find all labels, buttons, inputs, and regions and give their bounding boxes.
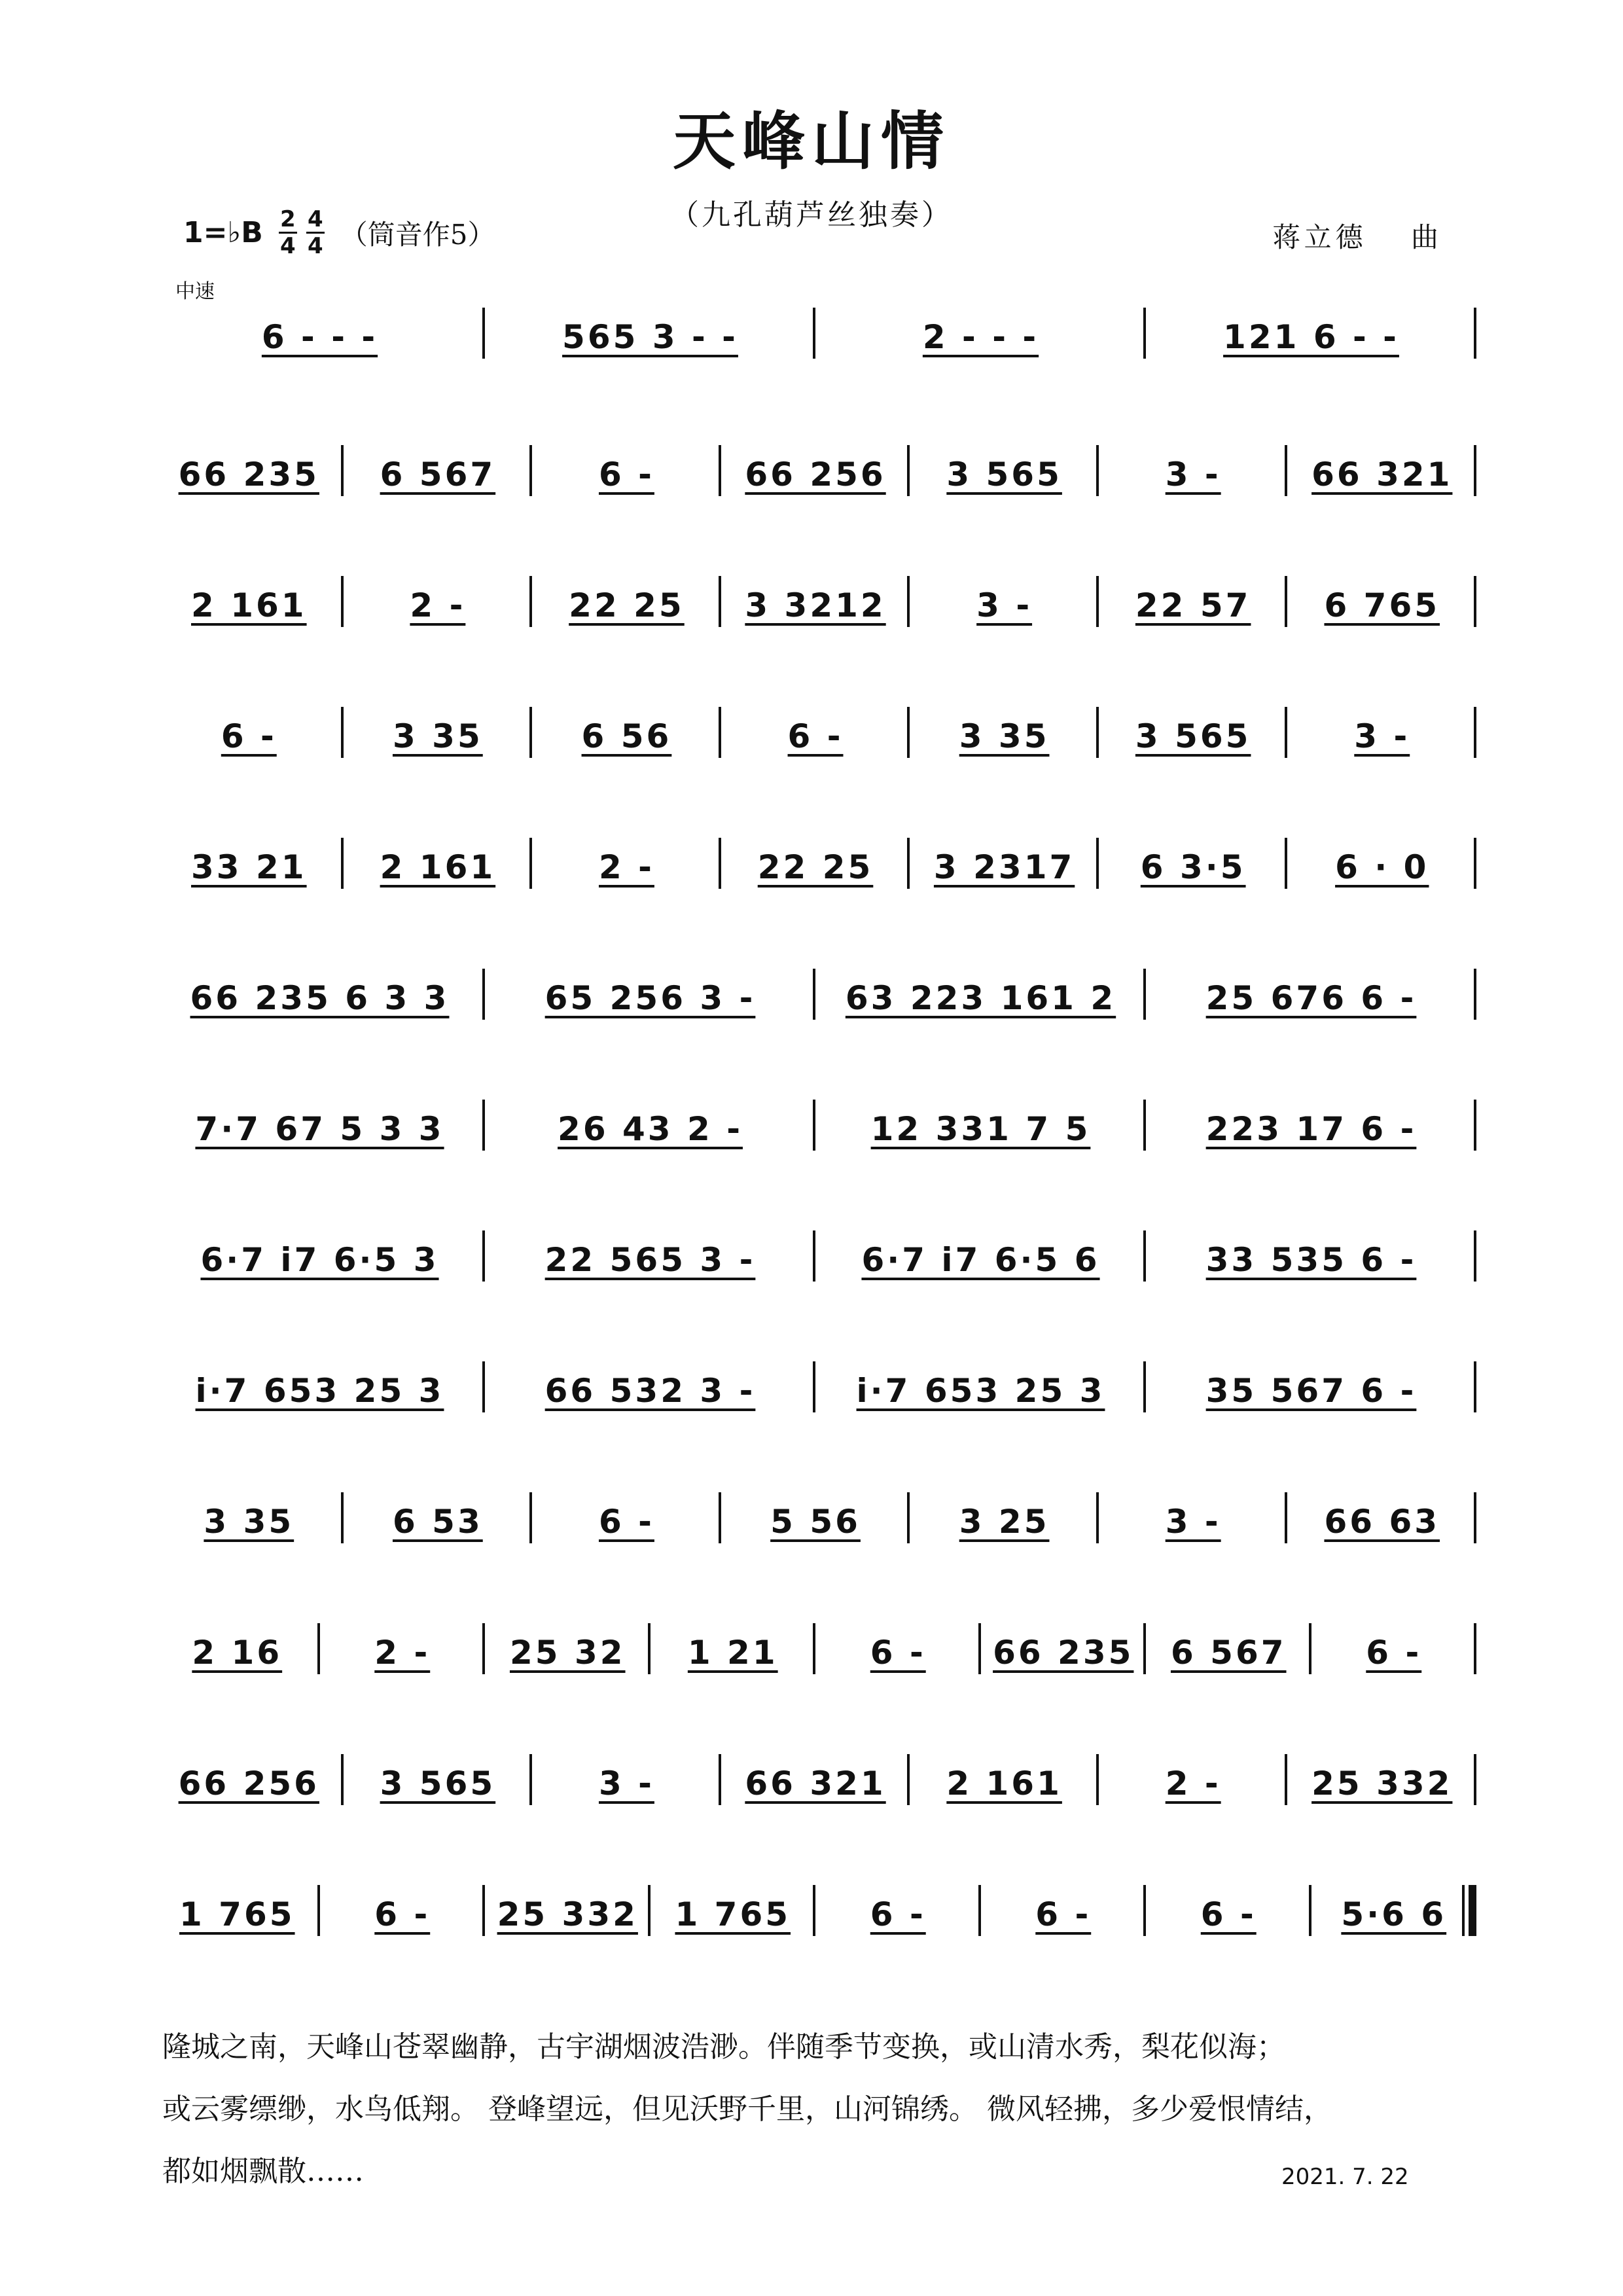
- measure: 25 332: [497, 1895, 638, 1933]
- barline: [1096, 1754, 1099, 1805]
- measure: 3 3212: [745, 586, 886, 624]
- notes-line: [154, 1630, 1476, 1676]
- barline: [1096, 445, 1099, 496]
- measure: 1 21: [687, 1634, 778, 1672]
- measure: 22 25: [569, 586, 685, 624]
- measure: 12 331 7 5: [870, 1110, 1091, 1148]
- barline: [719, 707, 721, 758]
- measure: 2 -: [374, 1634, 431, 1672]
- score-row: [154, 838, 1476, 910]
- measure: 3 565: [946, 456, 1062, 493]
- barline: [813, 969, 815, 1020]
- measure: 6·7 i7 6·5 3: [200, 1241, 439, 1279]
- measure: 2 -: [1165, 1765, 1221, 1803]
- notes-line: [154, 844, 1476, 890]
- notes-line: [154, 1761, 1476, 1806]
- measure: 33 21: [191, 848, 307, 886]
- barline: [907, 1754, 910, 1805]
- barline: [1143, 1623, 1146, 1674]
- measure: 25 32: [509, 1634, 626, 1672]
- barline: [1474, 1492, 1476, 1543]
- barline: [907, 576, 910, 627]
- barline: [1474, 576, 1476, 627]
- notes-line: [154, 583, 1476, 628]
- measure: 2 161: [380, 848, 496, 886]
- notes-line: [154, 1368, 1476, 1414]
- measure: 6 -: [221, 717, 277, 755]
- notes-line: [154, 1499, 1476, 1545]
- measure: 63 223 161 2: [845, 979, 1116, 1017]
- barline: [813, 308, 815, 359]
- measure: 6 3·5: [1140, 848, 1246, 886]
- measure: 6 -: [598, 456, 654, 493]
- measure: 66 321: [745, 1765, 886, 1803]
- measure: 6·7 i7 6·5 6: [861, 1241, 1100, 1279]
- barline: [1096, 576, 1099, 627]
- score-row: [154, 1361, 1476, 1433]
- barline: [1285, 707, 1287, 758]
- barline: [482, 1361, 485, 1412]
- barline: [1143, 969, 1146, 1020]
- prose-line: 或云雾缥缈，水鸟低翔。 登峰望远，但见沃野千里，山河锦绣。 微风轻拂，多少爱恨情结，: [162, 2092, 1332, 2126]
- measure: 66 256: [178, 1765, 319, 1803]
- notes-line: [154, 975, 1476, 1021]
- key-label: 1=♭B: [183, 216, 263, 249]
- barline: [1143, 1885, 1146, 1936]
- measure: 65 256 3 -: [544, 979, 756, 1017]
- measure: 6 - - -: [261, 318, 378, 356]
- notes-line: [154, 1892, 1476, 1937]
- measure: 2 161: [191, 586, 307, 624]
- barline: [482, 1100, 485, 1151]
- barline: [719, 445, 721, 496]
- measure: 35 567 6 -: [1205, 1372, 1417, 1410]
- measure: 3 25: [959, 1503, 1050, 1541]
- barline: [1285, 576, 1287, 627]
- barline: [719, 1754, 721, 1805]
- barline: [1474, 838, 1476, 889]
- barline: [813, 1885, 815, 1936]
- barline: [1096, 1492, 1099, 1543]
- score-row: [154, 445, 1476, 517]
- barline: [1096, 838, 1099, 889]
- barline: [1285, 1492, 1287, 1543]
- measure: 6 -: [1366, 1634, 1422, 1672]
- barline: [482, 1885, 485, 1936]
- measure: 26 43 2 -: [558, 1110, 743, 1148]
- barline: [1474, 1361, 1476, 1412]
- barline: [1474, 1623, 1476, 1674]
- measure: 6 -: [1035, 1895, 1092, 1933]
- notes-line: [154, 452, 1476, 497]
- measure: i·7 653 25 3: [856, 1372, 1105, 1410]
- barline: [529, 1492, 532, 1543]
- barline: [719, 1492, 721, 1543]
- barline: [529, 1754, 532, 1805]
- measure: 6 56: [581, 717, 672, 755]
- measure: 6 567: [380, 456, 496, 493]
- barline: [813, 1623, 815, 1674]
- barline: [719, 576, 721, 627]
- measure: 66 532 3 -: [544, 1372, 756, 1410]
- tone-note: （筒音作5）: [340, 218, 495, 251]
- barline: [648, 1885, 651, 1936]
- barline: [907, 445, 910, 496]
- measure: 3 565: [1135, 717, 1251, 755]
- measure: 66 256: [745, 456, 886, 493]
- measure: 3 -: [1165, 456, 1221, 493]
- barline: [978, 1885, 981, 1936]
- measure: 7·7 67 5 3 3: [195, 1110, 444, 1148]
- measure: 2 16: [192, 1634, 283, 1672]
- score-row: [154, 1230, 1476, 1302]
- barline: [1474, 1754, 1476, 1805]
- measure: 3 35: [959, 717, 1050, 755]
- barline: [813, 1230, 815, 1282]
- score-subtitle: （九孔葫芦丝独奏）: [670, 198, 953, 232]
- barline: [482, 308, 485, 359]
- measure: 2 -: [410, 586, 466, 624]
- barline: [1143, 1361, 1146, 1412]
- measure: 3 35: [204, 1503, 294, 1541]
- measure: 3 -: [976, 586, 1033, 624]
- score-row: [154, 969, 1476, 1041]
- measure: 66 235: [178, 456, 319, 493]
- measure: 2 -: [598, 848, 654, 886]
- barline: [1474, 1230, 1476, 1282]
- score-row: [154, 1754, 1476, 1826]
- barline: [529, 838, 532, 889]
- barline: [1309, 1623, 1311, 1674]
- measure: 25 676 6 -: [1205, 979, 1417, 1017]
- measure: 6 · 0: [1335, 848, 1429, 886]
- barline: [317, 1885, 320, 1936]
- barline: [529, 576, 532, 627]
- notes-line: [154, 1237, 1476, 1283]
- barline: [317, 1623, 320, 1674]
- barline: [1143, 1230, 1146, 1282]
- barline: [1285, 838, 1287, 889]
- measure: 6 567: [1170, 1634, 1287, 1672]
- barline: [341, 576, 344, 627]
- score-row: [154, 1100, 1476, 1172]
- measure: 6 -: [598, 1503, 654, 1541]
- measure: 66 321: [1311, 456, 1453, 493]
- measure: 22 57: [1135, 586, 1251, 624]
- measure: 5 56: [770, 1503, 861, 1541]
- final-barline: [1462, 1885, 1476, 1936]
- measure: 565 3 - -: [562, 318, 738, 356]
- measure: 1 765: [179, 1895, 295, 1933]
- key-signature: [183, 208, 495, 257]
- score-row: [154, 308, 1476, 380]
- measure: 2 161: [946, 1765, 1062, 1803]
- measure: 5·6 6: [1341, 1895, 1447, 1933]
- barline: [907, 707, 910, 758]
- score-row: [154, 1492, 1476, 1564]
- tempo-marking: 中速: [175, 280, 215, 303]
- barline: [482, 1230, 485, 1282]
- barline: [978, 1623, 981, 1674]
- measure: 6 -: [787, 717, 844, 755]
- barline: [1309, 1885, 1311, 1936]
- prose-line: 都如烟飘散……: [162, 2155, 364, 2188]
- barline: [719, 838, 721, 889]
- barline: [1474, 308, 1476, 359]
- barline: [648, 1623, 651, 1674]
- measure: 66 235 6 3 3: [190, 979, 450, 1017]
- measure: 25 332: [1311, 1765, 1453, 1803]
- barline: [813, 1100, 815, 1151]
- score-row: [154, 1623, 1476, 1695]
- score-row: [154, 707, 1476, 779]
- measure: 6 -: [374, 1895, 431, 1933]
- barline: [907, 1492, 910, 1543]
- barline: [1474, 1100, 1476, 1151]
- time-signatures: [279, 208, 325, 257]
- barline: [1285, 445, 1287, 496]
- measure: 3 35: [392, 717, 483, 755]
- barline: [341, 1492, 344, 1543]
- barline: [482, 1623, 485, 1674]
- barline: [341, 445, 344, 496]
- measure: 2 - - -: [922, 318, 1039, 356]
- barline: [1143, 1100, 1146, 1151]
- measure: 6 -: [870, 1634, 926, 1672]
- measure: 6 -: [870, 1895, 926, 1933]
- barline: [529, 445, 532, 496]
- measure: 223 17 6 -: [1205, 1110, 1417, 1148]
- prose-line: 隆城之南，天峰山苍翠幽静，古宇湖烟波浩渺。伴随季节变换，或山清水秀，梨花似海；: [162, 2030, 1285, 2064]
- barline: [341, 838, 344, 889]
- measure: 6 -: [1200, 1895, 1257, 1933]
- barline: [1474, 969, 1476, 1020]
- notes-line: [154, 314, 1476, 360]
- measure: 66 235: [993, 1634, 1134, 1672]
- date: 2021. 7. 22: [1281, 2164, 1409, 2190]
- measure: 121 6 - -: [1223, 318, 1399, 356]
- barline: [1096, 707, 1099, 758]
- barline: [341, 707, 344, 758]
- measure: 22 565 3 -: [544, 1241, 756, 1279]
- notes-line: [154, 1106, 1476, 1152]
- measure: 6 765: [1324, 586, 1440, 624]
- score-title: 天峰山情: [673, 104, 950, 178]
- measure: 33 535 6 -: [1205, 1241, 1417, 1279]
- measure: 3 -: [598, 1765, 654, 1803]
- measure: 66 63: [1324, 1503, 1440, 1541]
- score-row: [154, 576, 1476, 648]
- measure: 3 565: [380, 1765, 496, 1803]
- measure: 3 -: [1165, 1503, 1221, 1541]
- time-signature: $\frac{4}{4}$: [306, 208, 325, 257]
- composer: 蒋立德 曲: [1272, 221, 1442, 253]
- measure: 3 -: [1354, 717, 1410, 755]
- barline: [482, 969, 485, 1020]
- barline: [1143, 308, 1146, 359]
- barline: [341, 1754, 344, 1805]
- notes-line: [154, 713, 1476, 759]
- barline: [1474, 707, 1476, 758]
- time-signature: $\frac{2}{4}$: [279, 208, 297, 257]
- score-row: [154, 1885, 1476, 1957]
- measure: 3 2317: [933, 848, 1075, 886]
- measure: 1 765: [675, 1895, 791, 1933]
- barline: [1285, 1754, 1287, 1805]
- measure: 22 25: [757, 848, 874, 886]
- barline: [907, 838, 910, 889]
- barline: [813, 1361, 815, 1412]
- barline: [529, 707, 532, 758]
- measure: i·7 653 25 3: [195, 1372, 444, 1410]
- barline: [1474, 445, 1476, 496]
- measure: 6 53: [392, 1503, 483, 1541]
